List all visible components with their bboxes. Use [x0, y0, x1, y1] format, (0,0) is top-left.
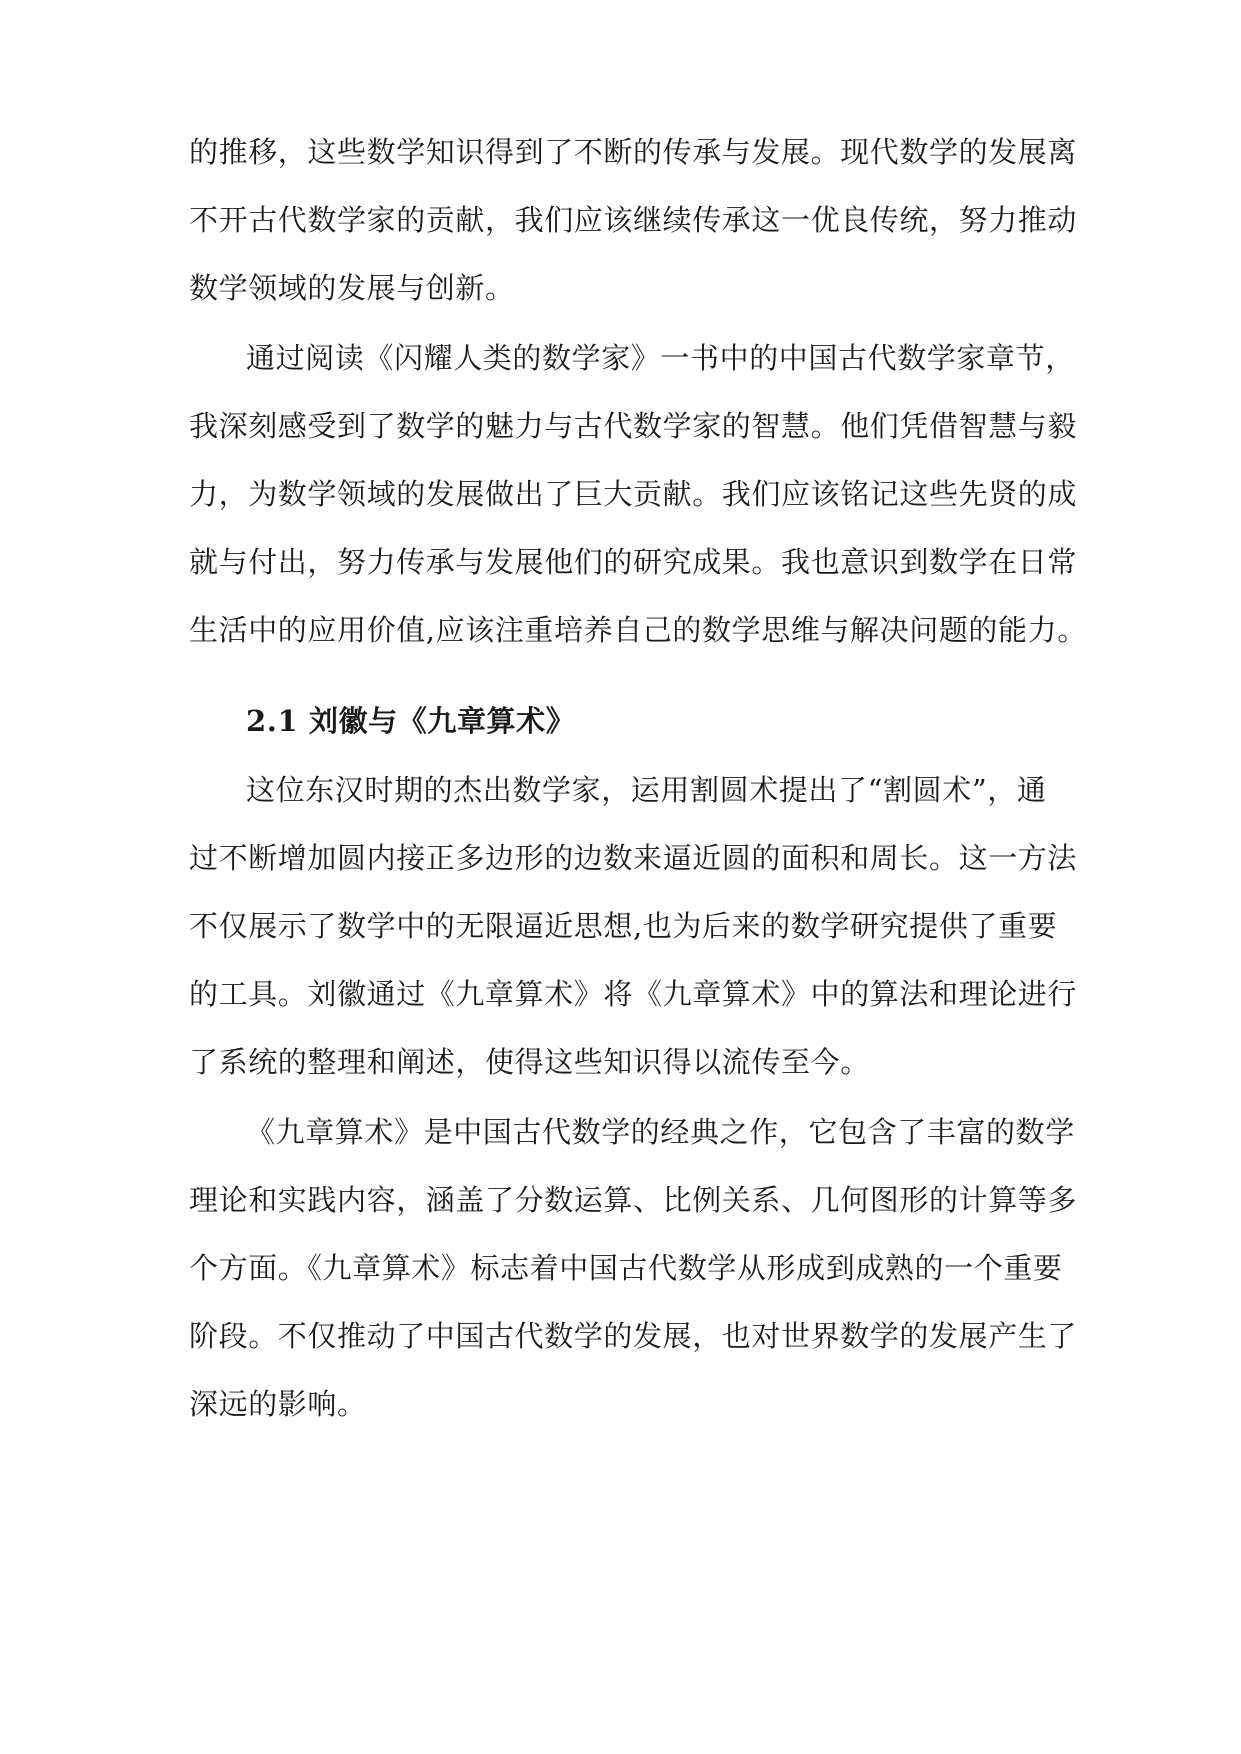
- paragraph-2-line-3: 力，为数学领域的发展做出了巨大贡献。我们应该铭记这些先贤的成: [189, 477, 1078, 511]
- section-paragraph-2-line-3: 个方面。《九章算术》标志着中国古代数学从形成到成熟的一个重要: [189, 1251, 1063, 1285]
- paragraph-2-line-1: 通过阅读《闪耀人类的数学家》一书中的中国古代数学家章节，: [246, 341, 1075, 375]
- section-paragraph-1-line-3: 不仅展示了数学中的无限逼近思想,也为后来的数学研究提供了重要: [189, 909, 1058, 943]
- section-paragraph-1-line-5: 了系统的整理和阐述，使得这些知识得以流传至今。: [189, 1045, 870, 1079]
- section-paragraph-2-line-1: 《九章算术》是中国古代数学的经典之作，它包含了丰富的数学: [246, 1115, 1075, 1149]
- section-paragraph-2-line-2: 理论和实践内容，涵盖了分数运算、比例关系、几何图形的计算等多: [189, 1183, 1078, 1217]
- section-paragraph-2-line-5: 深远的影响。: [189, 1387, 367, 1421]
- section-paragraph-2-line-4: 阶段。不仅推动了中国古代数学的发展，也对世界数学的发展产生了: [189, 1319, 1078, 1353]
- section-heading: 2.1 刘徽与《九章算术》: [246, 704, 576, 738]
- paragraph-2-line-4: 就与付出，努力传承与发展他们的研究成果。我也意识到数学在日常: [189, 545, 1078, 579]
- section-paragraph-1-line-4: 的工具。刘徽通过《九章算术》将《九章算术》中的算法和理论进行: [189, 977, 1078, 1011]
- paragraph-1-line-3: 数学领域的发展与创新。: [189, 271, 515, 305]
- section-paragraph-1-line-2: 过不断增加圆内接正多边形的边数来逼近圆的面积和周长。这一方法: [189, 841, 1078, 875]
- section-paragraph-1-line-1: 这位东汉时期的杰出数学家，运用割圆术提出了“割圆术”，通: [246, 773, 1047, 807]
- paragraph-1-line-2: 不开古代数学家的贡献，我们应该继续传承这一优良传统，努力推动: [189, 203, 1078, 237]
- paragraph-2-line-2: 我深刻感受到了数学的魅力与古代数学家的智慧。他们凭借智慧与毅: [189, 409, 1078, 443]
- paragraph-2-line-5: 生活中的应用价值,应该注重培养自己的数学思维与解决问题的能力。: [189, 613, 1087, 647]
- paragraph-1-line-1: 的推移，这些数学知识得到了不断的传承与发展。现代数学的发展离: [189, 135, 1078, 169]
